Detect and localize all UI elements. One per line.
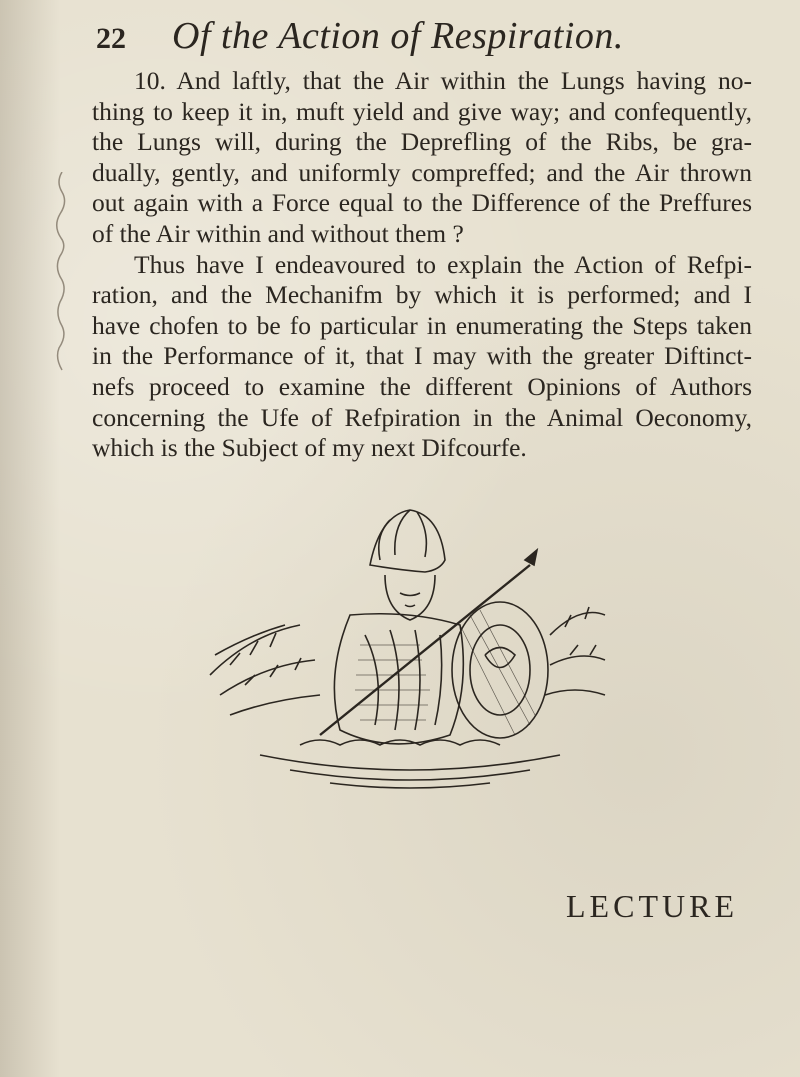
text-line: concerning the Ufe of Refpiration in the Animal Oeconomy, <box>92 402 752 432</box>
text-line: in the Performance of it, that I may with the greater Diftinct- <box>92 341 752 371</box>
page-number: 22 <box>96 22 126 55</box>
text-line: which is the Subject of my next Difcourfe. <box>92 433 527 463</box>
minerva-engraving-icon <box>200 505 610 790</box>
text-line: Thus have I endeavoured to explain the Action of Refpi- <box>134 249 752 279</box>
page-header <box>96 14 736 64</box>
text-line: dually, gently, and uniformly compreffed; and the Air thrown <box>92 157 752 187</box>
text-line: nefs proceed to examine the different Opinions of Authors <box>92 371 752 401</box>
catchword: LECTURE <box>566 888 738 924</box>
text-line: thing to keep it in, muft yield and give way; and confequently, <box>92 96 752 126</box>
text-line: have chofen to be fo particular in enumerating the Steps taken <box>92 310 752 340</box>
text-line: the Lungs will, during the Deprefling of the Ribs, be gra- <box>92 127 752 157</box>
page-edge-shadow <box>0 0 60 1077</box>
text-line: 10. And laftly, that the Air within the Lungs having no- <box>134 66 752 95</box>
text-line: of the Air within and without them ? <box>92 218 464 248</box>
body-text <box>92 66 752 464</box>
bleed-through-marks <box>50 172 74 392</box>
running-head: Of the Action of Respiration. <box>172 15 624 57</box>
text-line: ration, and the Mechanifm by which it is performed; and I <box>92 280 752 310</box>
text-line: out again with a Force equal to the Difference of the Preffures <box>92 188 752 218</box>
